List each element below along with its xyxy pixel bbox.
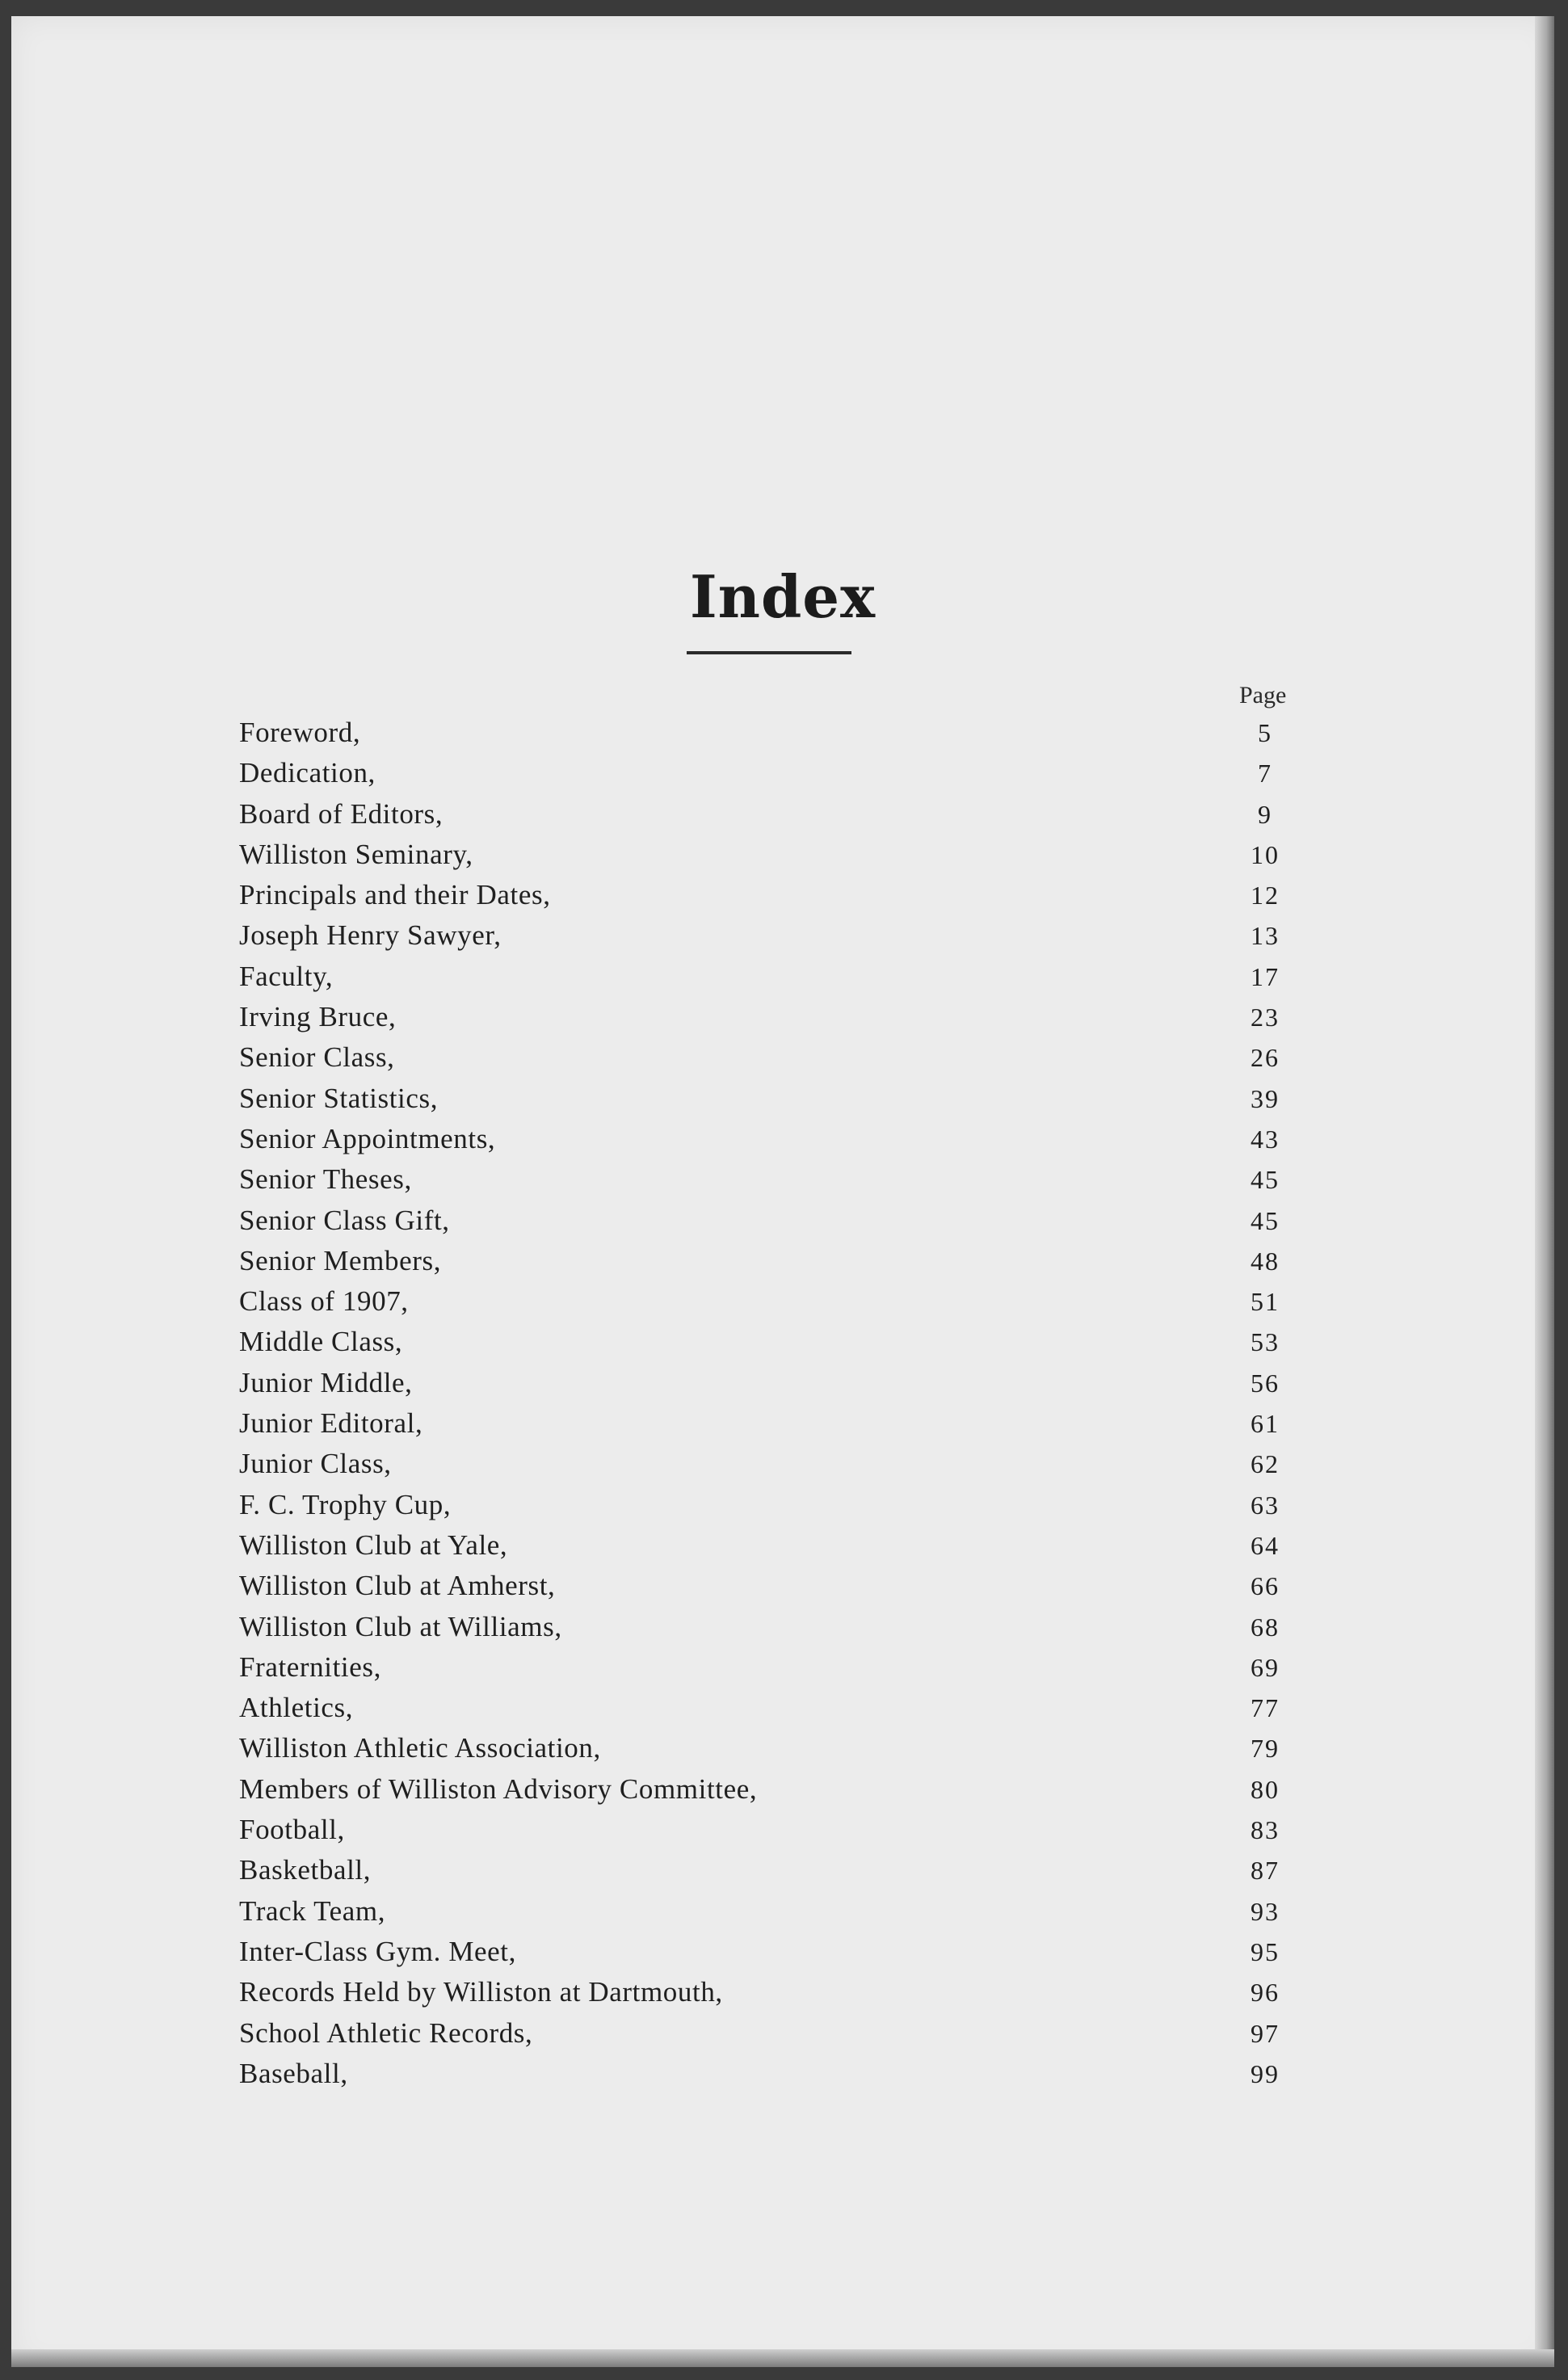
index-entry bbox=[239, 875, 1314, 915]
entry-label: Foreword, bbox=[239, 713, 367, 753]
entry-page-number: 12 bbox=[1251, 881, 1280, 910]
index-entry bbox=[239, 1525, 1314, 1566]
entry-label: Inter-Class Gym. Meet, bbox=[239, 1932, 523, 1972]
entry-label: Track Team, bbox=[239, 1891, 392, 1932]
entry-label: F. C. Trophy Cup, bbox=[239, 1485, 457, 1525]
index-entry bbox=[239, 1079, 1314, 1119]
index-entry bbox=[239, 1932, 1314, 1972]
entry-label: Junior Class, bbox=[239, 1444, 398, 1484]
entry-page-number: 23 bbox=[1251, 1003, 1280, 1032]
entry-page-number: 80 bbox=[1251, 1774, 1280, 1804]
entry-page-number: 10 bbox=[1251, 839, 1280, 869]
index-entry bbox=[239, 1241, 1314, 1281]
entry-label: Athletics, bbox=[239, 1688, 359, 1728]
index-entry bbox=[239, 713, 1314, 753]
entry-page-number: 43 bbox=[1251, 1124, 1280, 1154]
index-entry bbox=[239, 957, 1314, 997]
entry-label: Principals and their Dates, bbox=[239, 875, 557, 915]
entry-page-number: 87 bbox=[1251, 1856, 1280, 1886]
entry-label: Senior Appointments, bbox=[239, 1119, 502, 1159]
index-entry bbox=[239, 1485, 1314, 1525]
entry-label: Williston Club at Yale, bbox=[239, 1525, 514, 1566]
index-entry bbox=[239, 1850, 1314, 1890]
entry-label: Senior Statistics, bbox=[239, 1079, 444, 1119]
entry-label: Faculty, bbox=[239, 957, 339, 997]
index-entry bbox=[239, 1810, 1314, 1850]
entry-label: Williston Seminary, bbox=[239, 835, 480, 875]
entry-page-number: 17 bbox=[1251, 961, 1280, 991]
index-entry bbox=[239, 1201, 1314, 1241]
index-entry bbox=[239, 1281, 1314, 1322]
entry-page-number: 39 bbox=[1251, 1083, 1280, 1113]
index-entry bbox=[239, 2013, 1314, 2054]
entry-label: Fraternities, bbox=[239, 1647, 388, 1688]
entry-label: Williston Athletic Association, bbox=[239, 1728, 607, 1768]
entry-label: Williston Club at Williams, bbox=[239, 1607, 569, 1647]
entry-label: School Athletic Records, bbox=[239, 2013, 539, 2054]
index-entry bbox=[239, 794, 1314, 835]
entry-page-number: 83 bbox=[1251, 1815, 1280, 1845]
index-entry bbox=[239, 1607, 1314, 1647]
entry-page-number: 45 bbox=[1251, 1165, 1280, 1195]
entry-label: Irving Bruce, bbox=[239, 997, 402, 1037]
entry-page-number: 69 bbox=[1251, 1652, 1280, 1682]
entry-label: Williston Club at Amherst, bbox=[239, 1566, 561, 1606]
index-entry bbox=[239, 1566, 1314, 1606]
entry-page-number: 64 bbox=[1251, 1530, 1280, 1560]
index-entry bbox=[239, 835, 1314, 875]
page-edge-right bbox=[1535, 16, 1554, 2367]
index-entry bbox=[239, 1363, 1314, 1403]
entry-page-number: 51 bbox=[1251, 1287, 1280, 1317]
entry-label: Senior Members, bbox=[239, 1241, 448, 1281]
index-entry bbox=[239, 1444, 1314, 1484]
entry-page-number: 95 bbox=[1251, 1936, 1280, 1966]
entry-page-number: 56 bbox=[1251, 1368, 1280, 1398]
entry-label: Dedication, bbox=[239, 753, 382, 793]
entry-page-number: 5 bbox=[1258, 718, 1272, 747]
entry-page-number: 62 bbox=[1251, 1449, 1280, 1479]
entry-page-number: 63 bbox=[1251, 1490, 1280, 1520]
entry-label: Senior Theses, bbox=[239, 1159, 418, 1200]
index-entry bbox=[239, 1159, 1314, 1200]
entry-page-number: 96 bbox=[1251, 1978, 1280, 2008]
entry-page-number: 45 bbox=[1251, 1205, 1280, 1235]
index-entry bbox=[239, 1403, 1314, 1444]
index-entry bbox=[239, 1322, 1314, 1362]
entry-page-number: 93 bbox=[1251, 1896, 1280, 1926]
book-page bbox=[11, 16, 1554, 2367]
entry-label: Joseph Henry Sawyer, bbox=[239, 915, 508, 956]
entry-page-number: 9 bbox=[1258, 799, 1272, 829]
entry-page-number: 7 bbox=[1258, 759, 1272, 788]
page-column-heading: Page bbox=[1239, 682, 1287, 709]
index-entry bbox=[239, 1891, 1314, 1932]
index-entry bbox=[239, 1688, 1314, 1728]
title-underline bbox=[687, 651, 851, 654]
entry-label: Senior Class Gift, bbox=[239, 1201, 456, 1241]
index-entry bbox=[239, 1119, 1314, 1159]
index-title: Index bbox=[689, 562, 876, 631]
entry-label: Records Held by Williston at Dartmouth, bbox=[239, 1972, 729, 2012]
index-entry bbox=[239, 1728, 1314, 1768]
index-entry bbox=[239, 2054, 1314, 2094]
entry-page-number: 79 bbox=[1251, 1734, 1280, 1764]
entry-page-number: 26 bbox=[1251, 1043, 1280, 1073]
entry-label: Board of Editors, bbox=[239, 794, 449, 835]
entry-page-number: 13 bbox=[1251, 921, 1280, 951]
entry-label: Middle Class, bbox=[239, 1322, 409, 1362]
entry-label: Baseball, bbox=[239, 2054, 355, 2094]
entry-page-number: 48 bbox=[1251, 1246, 1280, 1276]
entry-label: Members of Williston Advisory Committee, bbox=[239, 1769, 763, 1810]
entry-page-number: 97 bbox=[1251, 2018, 1280, 2048]
index-entry bbox=[239, 1037, 1314, 1078]
index-entry bbox=[239, 997, 1314, 1037]
entry-page-number: 68 bbox=[1251, 1612, 1280, 1642]
entry-label: Basketball, bbox=[239, 1850, 377, 1890]
index-entry bbox=[239, 1972, 1314, 2012]
index-entry bbox=[239, 753, 1314, 793]
entry-label: Junior Editoral, bbox=[239, 1403, 429, 1444]
entry-label: Senior Class, bbox=[239, 1037, 401, 1078]
index-entry bbox=[239, 1769, 1314, 1810]
entry-page-number: 99 bbox=[1251, 2058, 1280, 2088]
entry-page-number: 66 bbox=[1251, 1571, 1280, 1601]
entry-label: Junior Middle, bbox=[239, 1363, 419, 1403]
index-list bbox=[239, 713, 1314, 2094]
index-entry bbox=[239, 915, 1314, 956]
entry-label: Football, bbox=[239, 1810, 351, 1850]
entry-page-number: 61 bbox=[1251, 1409, 1280, 1439]
entry-label: Class of 1907, bbox=[239, 1281, 415, 1322]
index-entry bbox=[239, 1647, 1314, 1688]
entry-page-number: 53 bbox=[1251, 1327, 1280, 1357]
entry-page-number: 77 bbox=[1251, 1693, 1280, 1723]
page-edge-bottom bbox=[11, 2349, 1554, 2367]
